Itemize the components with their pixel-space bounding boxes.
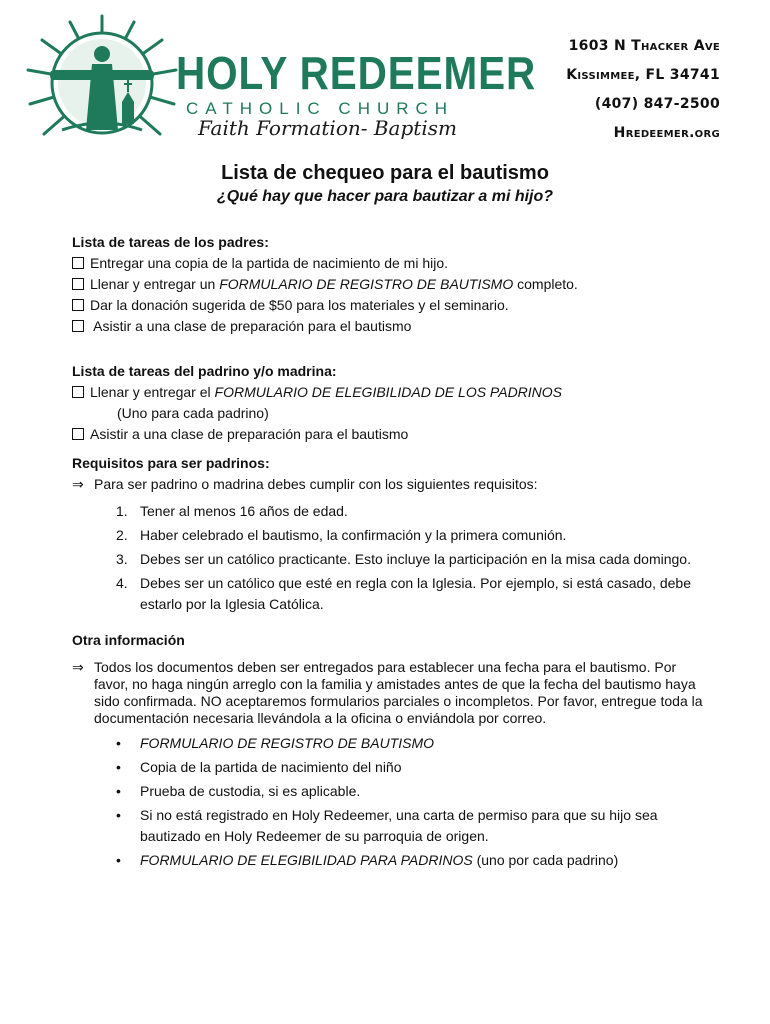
checklist-item: Llenar y entregar el FORMULARIO DE ELEGIBILIDAD DE LOS PADRINOS: [72, 382, 712, 403]
checkbox-icon[interactable]: [72, 278, 84, 290]
checklist-item: Dar la donación sugerida de $50 para los materiales y el seminario.: [72, 295, 712, 316]
list-item: • Prueba de custodia, si es aplicable.: [72, 781, 712, 802]
checkbox-icon[interactable]: [72, 428, 84, 440]
address-website[interactable]: Hredeemer.org: [613, 125, 720, 141]
list-item: • FORMULARIO DE ELEGIBILIDAD PARA PADRINOS (uno por cada padrino): [72, 850, 712, 871]
list-item: • FORMULARIO DE REGISTRO DE BAUTISMO: [72, 733, 712, 754]
bullet-icon: •: [116, 735, 121, 751]
ministry-tagline: Faith Formation- Baptism: [198, 116, 457, 140]
other-info-heading: Otra información: [72, 632, 185, 648]
other-info-paragraph: ⇒ Todos los documentos deben ser entregados para establecer una fecha para el bautismo. Por favor, no haga ningún arreglo con la familia y amistades antes de que la fecha del bautismo haya sido confirmada. NO aceptaremos formularios parciales o incompletos. Por favor, entregue toda la documentación necesaria llevándola a la oficina o enviándola por correo.: [72, 659, 703, 726]
bullet-icon: •: [116, 783, 121, 799]
address-city: Kissimmee, FL 34741: [566, 67, 720, 83]
document-title: Lista de chequeo para el bautismo: [221, 162, 549, 184]
requirements-intro: ⇒ Para ser padrino o madrina debes cumplir con los siguientes requisitos:: [72, 474, 712, 495]
bullet-icon: •: [116, 807, 121, 823]
checkbox-icon[interactable]: [72, 257, 84, 269]
checkbox-icon[interactable]: [72, 299, 84, 311]
list-item: 2. Haber celebrado el bautismo, la confirmación y la primera comunión.: [116, 527, 567, 543]
requirements-heading: Requisitos para ser padrinos:: [72, 455, 270, 471]
arrow-icon: ⇒: [72, 659, 84, 675]
church-subtitle: CATHOLIC CHURCH: [186, 99, 455, 118]
church-address: [566, 32, 720, 148]
godparents-note: (Uno para cada padrino): [117, 405, 269, 421]
address-phone: (407) 847-2500: [594, 96, 720, 112]
checklist-item: Llenar y entregar un FORMULARIO DE REGISTRO DE BAUTISMO completo.: [72, 274, 712, 295]
address-street: 1603 N Thacker Ave: [568, 38, 720, 54]
checklist-item: Asistir a una clase de preparación para el bautismo: [72, 424, 712, 445]
document-body: [72, 232, 712, 874]
list-item: 1. Tener al menos 16 años de edad.: [116, 503, 348, 519]
requirements-list: [72, 501, 712, 615]
church-name: HOLY REDEEMER: [176, 47, 537, 99]
checklist-item: Entregar una copia de la partida de nacimiento de mi hijo.: [72, 253, 712, 274]
documents-list: [72, 733, 712, 871]
page-header: [0, 0, 770, 160]
document-subtitle: ¿Qué hay que hacer para bautizar a mi hijo?: [216, 188, 554, 205]
list-item: • Copia de la partida de nacimiento del niño: [72, 757, 712, 778]
checklist-item: Asistir a una clase de preparación para el bautismo: [72, 316, 712, 337]
checkbox-icon[interactable]: [72, 386, 84, 398]
list-item: 4. Debes ser un católico que esté en regla con la Iglesia. Por ejemplo, si está casado, debe estarlo por la Iglesia Católica.: [116, 575, 691, 612]
godparents-heading: Lista de tareas del padrino y/o madrina:: [72, 363, 337, 379]
church-emblem-icon: [22, 12, 182, 154]
list-item: • Si no está registrado en Holy Redeemer, una carta de permiso para que su hijo sea bautizado en Holy Redeemer de su parroquia de origen.: [72, 805, 712, 847]
parents-heading: Lista de tareas de los padres:: [72, 234, 269, 250]
checkbox-icon[interactable]: [72, 320, 84, 332]
bullet-icon: •: [116, 759, 121, 775]
arrow-icon: ⇒: [72, 476, 84, 492]
bullet-icon: •: [116, 852, 121, 868]
list-item: 3. Debes ser un católico practicante. Esto incluye la participación en la misa cada domingo.: [116, 551, 691, 567]
